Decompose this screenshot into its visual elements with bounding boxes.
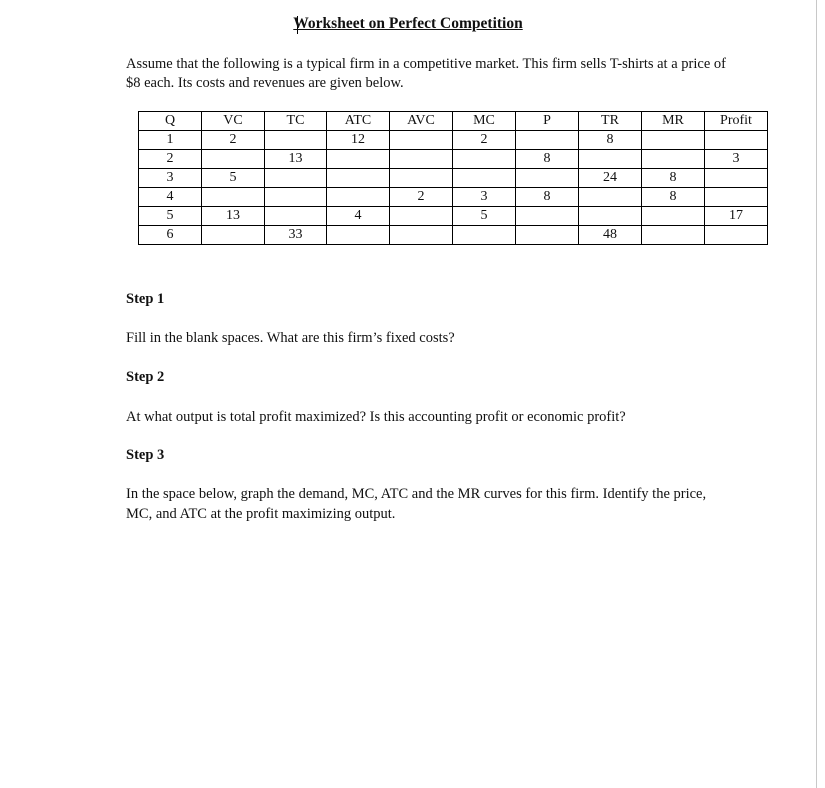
table-cell-atc: 4 [327, 207, 390, 226]
table-cell-avc [390, 226, 453, 245]
step-2-text: At what output is total profit maximized? Is this accounting profit or economic profit? [126, 409, 626, 425]
table-cell-avc: 2 [390, 188, 453, 207]
header-p: P [516, 112, 579, 131]
step-2-heading: Step 2 [126, 369, 165, 385]
table-cell-tc: 13 [265, 150, 327, 169]
table-cell-vc: 13 [202, 207, 265, 226]
table-cell-p: 8 [516, 150, 579, 169]
table-row [139, 131, 768, 150]
table-cell-mr [642, 131, 705, 150]
table-cell-profit: 3 [705, 150, 768, 169]
table-cell-tr: 8 [579, 131, 642, 150]
table-cell-q: 4 [139, 188, 202, 207]
table-cell-tc: 33 [265, 226, 327, 245]
table-cell-atc [327, 226, 390, 245]
table-row [139, 226, 768, 245]
table-cell-mr [642, 226, 705, 245]
table-cell-mc [453, 226, 516, 245]
header-vc: VC [202, 112, 265, 131]
table-cell-avc [390, 207, 453, 226]
table-cell-tr: 48 [579, 226, 642, 245]
table-cell-tc [265, 207, 327, 226]
intro-paragraph: Assume that the following is a typical firm in a competitive market. This firm sells T-shirts at a price of $8 each. Its costs and revenues are given below. [126, 56, 726, 91]
table-cell-tr [579, 207, 642, 226]
table-row [139, 169, 768, 188]
table-cell-vc: 5 [202, 169, 265, 188]
step-1-heading: Step 1 [126, 291, 165, 307]
table-cell-vc [202, 188, 265, 207]
table-cell-p [516, 131, 579, 150]
table-cell-profit [705, 131, 768, 150]
table-cell-avc [390, 150, 453, 169]
table-cell-atc [327, 150, 390, 169]
table-cell-avc [390, 131, 453, 150]
table-cell-vc: 2 [202, 131, 265, 150]
table-cell-tc [265, 169, 327, 188]
document-title: Worksheet on Perfect Competition [293, 15, 523, 32]
table-cell-profit [705, 188, 768, 207]
table-cell-tc [265, 131, 327, 150]
step-3-text: In the space below, graph the demand, MC, ATC and the MR curves for this firm. Identify the price, MC, and ATC at the profit maximizing output. [126, 486, 707, 522]
table-cell-atc [327, 188, 390, 207]
table-cell-avc [390, 169, 453, 188]
table-cell-mr: 8 [642, 188, 705, 207]
header-tr: TR [579, 112, 642, 131]
table-cell-tc [265, 188, 327, 207]
table-cell-tr [579, 150, 642, 169]
table-cell-p [516, 226, 579, 245]
table-cell-q: 3 [139, 169, 202, 188]
cost-revenue-table [138, 111, 768, 245]
table-cell-mc [453, 169, 516, 188]
table-cell-vc [202, 226, 265, 245]
table-cell-mr [642, 150, 705, 169]
table-cell-mr: 8 [642, 169, 705, 188]
table-cell-profit: 17 [705, 207, 768, 226]
table-cell-p: 8 [516, 188, 579, 207]
header-atc: ATC [327, 112, 390, 131]
table-cell-q: 6 [139, 226, 202, 245]
table-cell-profit [705, 169, 768, 188]
table-cell-mc [453, 150, 516, 169]
table-cell-tr [579, 188, 642, 207]
table-cell-q: 1 [139, 131, 202, 150]
table-cell-atc: 12 [327, 131, 390, 150]
step-3-heading: Step 3 [126, 447, 165, 463]
header-mr: MR [642, 112, 705, 131]
table-cell-mc: 5 [453, 207, 516, 226]
table-cell-tr: 24 [579, 169, 642, 188]
table-cell-atc [327, 169, 390, 188]
table-cell-mr [642, 207, 705, 226]
header-profit: Profit [705, 112, 768, 131]
table-row [139, 150, 768, 169]
table-cell-q: 5 [139, 207, 202, 226]
table-cell-mc: 2 [453, 131, 516, 150]
header-tc: TC [265, 112, 327, 131]
table-cell-vc [202, 150, 265, 169]
table-cell-p [516, 169, 579, 188]
table-row [139, 207, 768, 226]
table-cell-q: 2 [139, 150, 202, 169]
header-avc: AVC [390, 112, 453, 131]
header-mc: MC [453, 112, 516, 131]
step-1-text: Fill in the blank spaces. What are this firm’s fixed costs? [126, 330, 455, 346]
table-cell-mc: 3 [453, 188, 516, 207]
table-cell-profit [705, 226, 768, 245]
table-header-row [139, 112, 768, 131]
header-q: Q [139, 112, 202, 131]
table-cell-p [516, 207, 579, 226]
table-row [139, 188, 768, 207]
